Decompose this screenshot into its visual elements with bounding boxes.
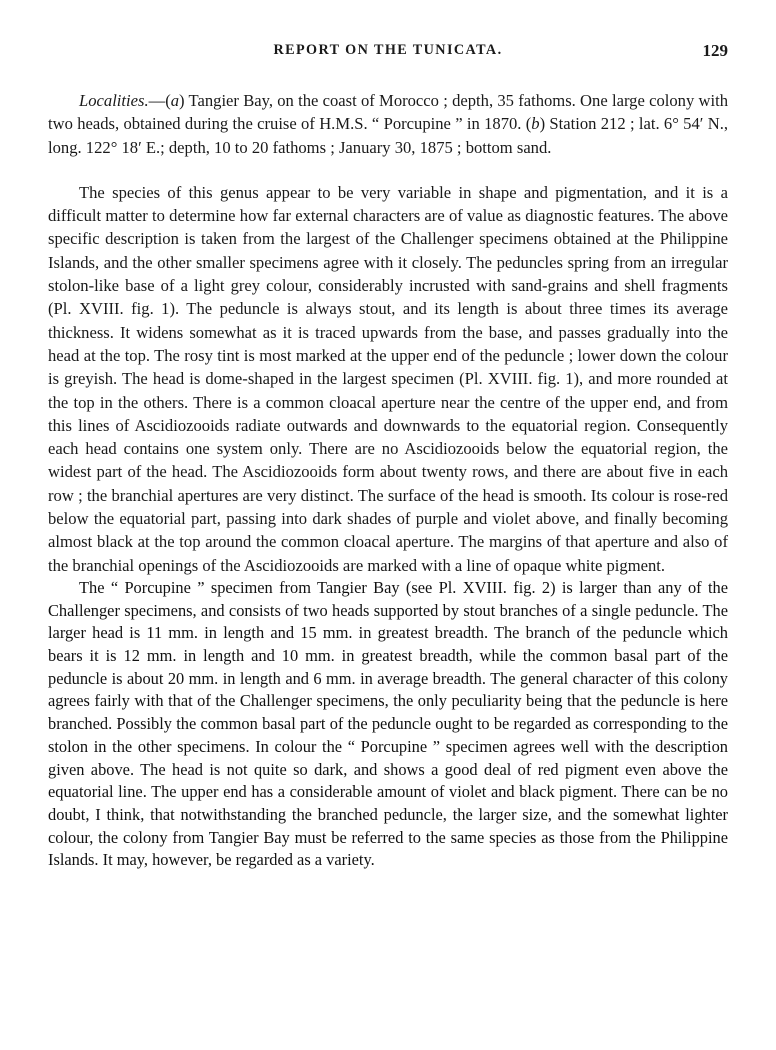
running-head [48, 42, 728, 66]
localities-label: Localities. [79, 91, 149, 110]
page-number: 129 [702, 41, 728, 60]
porcupine-paragraph: The “ Porcupine ” specimen from Tangier Bay (see Pl. XVIII. fig. 2) is larger than any of the Challenger specimens, and consists of two heads supported by stout branches of a single peduncle. The larger head is 11 mm. in length and 15 mm. in greatest breadth. The branch of the peduncle which bears it is 12 mm. in length and 10 mm. in greatest breadth, while the common basal part of the peduncle is about 20 mm. in length and 6 mm. in average breadth. The general character of this colony agrees fairly with that of the Challenger specimens, the only peculiarity being that the peduncle is here branched. Possibly the common basal part of the peduncle ought to be regarded as corresponding to the stolon in the other specimens. In colour the “ Porcupine ” specimen agrees well with the description given above. The head is not quite so dark, and shows a good deal of red pigment even above the equatorial line. The upper end has a considerable amount of violet and black pigment. There can be no doubt, I think, that notwithstanding the branched peduncle, the larger size, and the somewhat lighter colour, the colony from Tangier Bay must be referred to the same species as those from the Philippine Islands. It may, however, be regarded as a variety. [48, 577, 728, 870]
locality-b-text: ) Station 212 ; lat. 6° 54′ N., long. 122° 18′ E.; depth, 10 to 20 fathoms ; January 30, 1875 ; bottom sand. [48, 114, 728, 157]
localities-paragraph [48, 89, 728, 159]
running-title: REPORT ON THE TUNICATA. [273, 42, 503, 58]
description-paragraph: The species of this genus appear to be very variable in shape and pigmentation, and it is a difficult matter to determine how far external characters are of value as diagnostic features. The above specific description is taken from the largest of the Challenger specimens obtained at the Philippine Islands, and the other smaller specimens agree with it closely. The peduncles spring from an irregular stolon-like base of a light grey colour, considerably incrusted with sand-grains and shell fragments (Pl. XVIII. fig. 1). The peduncle is always stout, and its length is about three times its average thickness. It widens somewhat as it is traced upwards from the base, and passes gradually into the head at the top. The rosy tint is most marked at the upper end of the peduncle ; lower down the colour is greyish. The head is dome-shaped in the largest specimen (Pl. XVIII. fig. 1), and more rounded at the top in the others. There is a common cloacal aperture near the centre of the upper end, and from this lines of Ascidiozooids radiate outwards and downwards to the equatorial region. Consequently each head contains one system only. There are no Ascidiozooids below the equatorial region, the widest part of the head. The Ascidiozooids form about twenty rows, and there are about five in each row ; the branchial apertures are very distinct. The surface of the head is smooth. Its colour is rose-red below the equatorial part, passing into dark shades of purple and violet above, and finally becoming almost black at the top around the common cloacal aperture. The margins of that aperture and also of the branchial openings of the Ascidiozooids are marked with a line of opaque white pigment. [48, 182, 728, 575]
body-text [48, 89, 728, 872]
localities-dash: —( [148, 91, 171, 110]
locality-a-text: ) Tangier Bay, on the coast of Morocco ; depth, 35 fathoms. One large colony with two heads, obtained during the cruise of H.M.S. “ Porcupine ” in 1870. ( [48, 91, 728, 134]
locality-b-letter: b [531, 114, 540, 134]
page [48, 0, 728, 1050]
locality-a-letter: a [170, 91, 180, 110]
